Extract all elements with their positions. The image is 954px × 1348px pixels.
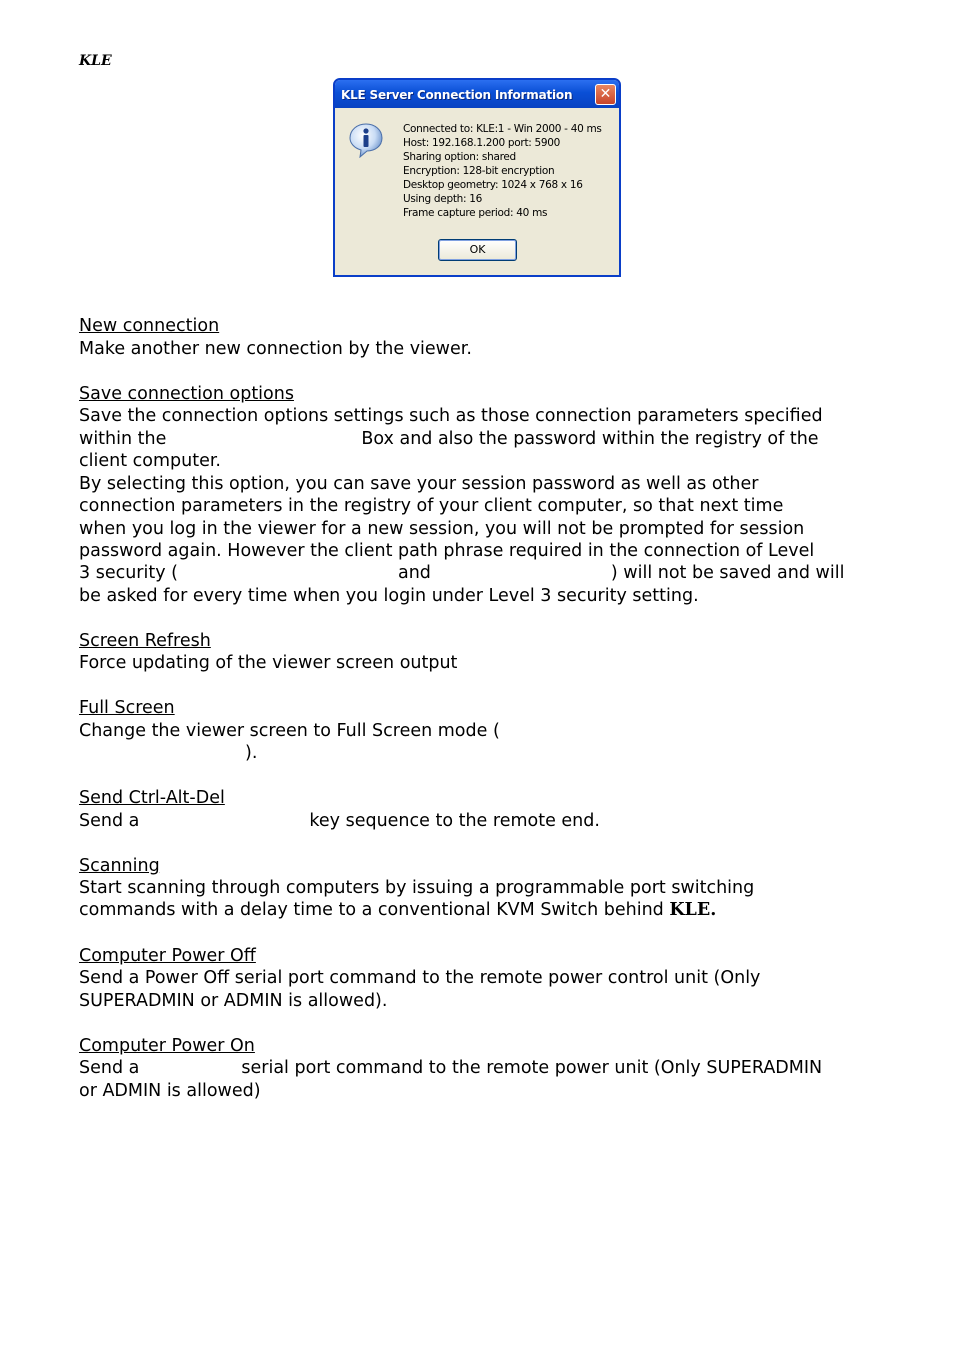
text-line: when you log in the viewer for a new session, you will not be prompted for session (79, 519, 805, 539)
text-fragment: and (397, 563, 431, 583)
text-line: Make another new connection by the viewer. (79, 339, 472, 359)
heading-full-screen: Full Screen (79, 698, 175, 718)
text-line: SUPERADMIN or ADMIN is allowed). (79, 991, 388, 1011)
connection-details (403, 122, 602, 220)
text-line: Start scanning through computers by issuing a programmable port switching (79, 878, 755, 898)
text-line (79, 899, 716, 921)
text-line (79, 742, 257, 764)
text-line: client computer. (79, 451, 221, 471)
ok-button[interactable]: OK (438, 239, 517, 261)
dialog-title: KLE Server Connection Information (341, 88, 573, 102)
info-line: Using depth: 16 (403, 193, 483, 205)
info-line: Desktop geometry: 1024 x 768 x 16 (403, 179, 583, 191)
info-line: Encryption: 128-bit encryption (403, 165, 555, 177)
heading-screen-refresh: Screen Refresh (79, 631, 211, 651)
info-line: Connected to: KLE:1 - Win 2000 - 40 ms (403, 123, 602, 135)
text-fragment: ) will not be saved and will (610, 563, 845, 583)
text-line (79, 562, 844, 584)
info-line: Frame capture period: 40 ms (403, 207, 548, 219)
info-line: Sharing option: shared (403, 151, 516, 163)
text-line: or ADMIN is allowed) (79, 1081, 261, 1101)
text-fragment: Send a (79, 1058, 140, 1078)
connection-info-dialog (333, 78, 621, 277)
close-button[interactable]: ✕ (595, 84, 616, 105)
header-brand: KLE (79, 53, 112, 69)
text-line: By selecting this option, you can save your session password as well as other (79, 474, 759, 494)
text-fragment: serial port command to the remote power unit (Only SUPERADMIN (241, 1058, 823, 1078)
text-fragment: commands with a delay time to a conventional KVM Switch behind (79, 900, 664, 920)
heading-computer-power-on: Computer Power On (79, 1036, 255, 1056)
text-line: Change the viewer screen to Full Screen mode ( (79, 721, 500, 741)
text-fragment: within the (79, 429, 167, 449)
heading-save-connection-options: Save connection options (79, 384, 294, 404)
text-fragment: key sequence to the remote end. (309, 811, 600, 831)
text-line: be asked for every time when you login under Level 3 security setting. (79, 586, 699, 606)
text-line: connection parameters in the registry of your client computer, so that next time (79, 496, 784, 516)
heading-send-ctrl-alt-del: Send Ctrl-Alt-Del (79, 788, 225, 808)
text-fragment: 3 security ( (79, 563, 178, 583)
text-line (79, 428, 819, 450)
text-fragment: Box and also the password within the registry of the (361, 429, 819, 449)
info-icon (348, 122, 384, 158)
text-line: Force updating of the viewer screen output (79, 653, 458, 673)
heading-computer-power-off: Computer Power Off (79, 946, 256, 966)
text-line: Send a Power Off serial port command to the remote power control unit (Only (79, 968, 761, 988)
kle-bold-text: KLE. (669, 900, 717, 920)
text-line: Save the connection options settings such as those connection parameters specified (79, 406, 823, 426)
info-line: Host: 192.168.1.200 port: 5900 (403, 137, 561, 149)
heading-scanning: Scanning (79, 856, 160, 876)
heading-new-connection: New connection (79, 316, 220, 336)
text-line (79, 1057, 822, 1079)
text-fragment: Send a (79, 811, 140, 831)
dialog-titlebar (335, 80, 619, 108)
text-line: password again. However the client path phrase required in the connection of Level (79, 541, 815, 561)
text-fragment: ). (245, 743, 258, 763)
text-line (79, 810, 600, 832)
